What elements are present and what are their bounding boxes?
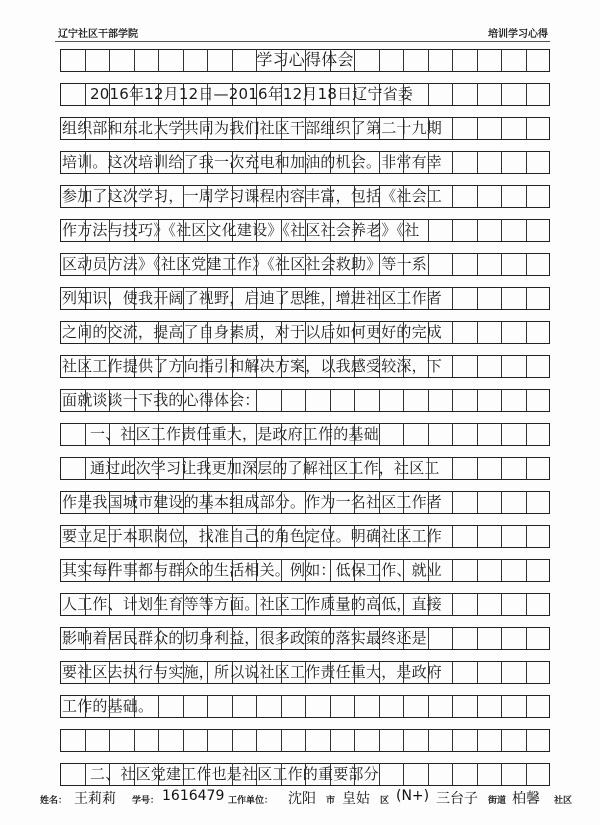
text-line: 区动员方法》《社区党建工作》《社区社会救助》等一系 xyxy=(62,255,428,273)
city-value: 沈阳 xyxy=(288,791,316,807)
text-line: 2016年12月12日—2016年12月18日辽宁省委 xyxy=(90,85,414,103)
text-line: 参加了这次学习，一周学习课程内容丰富，包括《社会工 xyxy=(62,187,443,205)
id-value: 1616479 xyxy=(162,788,225,804)
text-line: 其实每件事都与群众的生活相关。例如：低保工作、就业 xyxy=(62,561,443,579)
community-value: 柏馨 xyxy=(512,791,540,807)
section-heading: 一、社区工作责任重大，是政府工作的基础 xyxy=(90,425,379,443)
essay-title: 学习心得体会 xyxy=(256,50,354,69)
student-info xyxy=(40,788,580,808)
text-line xyxy=(62,730,548,750)
text-line: 列知识，使我开阔了视野，启迪了思维，增进社区工作者 xyxy=(62,289,443,307)
street-label: 街道 xyxy=(488,796,507,806)
section-heading: 二、社区党建工作也是社区工作的重要部分 xyxy=(90,765,379,783)
id-label: 学号： xyxy=(132,796,160,806)
text-line: 工作的基础。 xyxy=(62,697,154,715)
text-line: 通过此次学习让我更加深层的了解社区工作，社区工 xyxy=(90,459,440,477)
district-value: 皇姑 xyxy=(342,791,370,807)
text-line: 要立足于本职岗位，找准自己的角色定位。明确社区工作 xyxy=(62,527,443,545)
bracket-value: (N+) xyxy=(396,788,430,804)
text-line: 社区工作提供了方向指引和解决方案，以我感受较深，下 xyxy=(62,357,443,375)
text-line: 影响着居民群众的切身利益，很多政策的落实最终还是 xyxy=(62,629,427,647)
city-label: 市 xyxy=(326,796,336,806)
text-line: 作方法与技巧》《社区文化建设》《社区社会养老》《社 xyxy=(62,221,420,239)
text-line: 人工作、计划生育等等方面。社区工作质量的高低，直接 xyxy=(62,595,443,613)
text-line: 之间的交流，提高了自身素质，对于以后如何更好的完成 xyxy=(62,323,443,341)
school-name: 辽宁社区干部学院 xyxy=(58,29,138,40)
unit-label: 工作单位： xyxy=(228,796,274,806)
text-line: 面就谈谈一下我的心得体会： xyxy=(62,391,260,409)
district-label: 区 xyxy=(380,796,390,806)
header-divider xyxy=(55,41,550,42)
text-line: 培训。这次培训给了我一次充电和加油的机会。非常有幸 xyxy=(62,153,443,171)
name-label: 姓名： xyxy=(40,796,68,806)
text-line: 组织部和东北大学共同为我们社区干部组织了第二十九期 xyxy=(62,119,443,137)
text-line: 要社区去执行与实施，所以说社区工作责任重大，是政府 xyxy=(62,663,443,681)
doc-type: 培训学习心得 xyxy=(488,29,548,40)
street-value: 三台子 xyxy=(436,791,478,807)
community-label: 社区 xyxy=(554,796,573,806)
name-value: 王莉莉 xyxy=(74,791,116,807)
text-line: 作是我国城市建设的基本组成部分。作为一名社区工作者 xyxy=(62,493,443,511)
